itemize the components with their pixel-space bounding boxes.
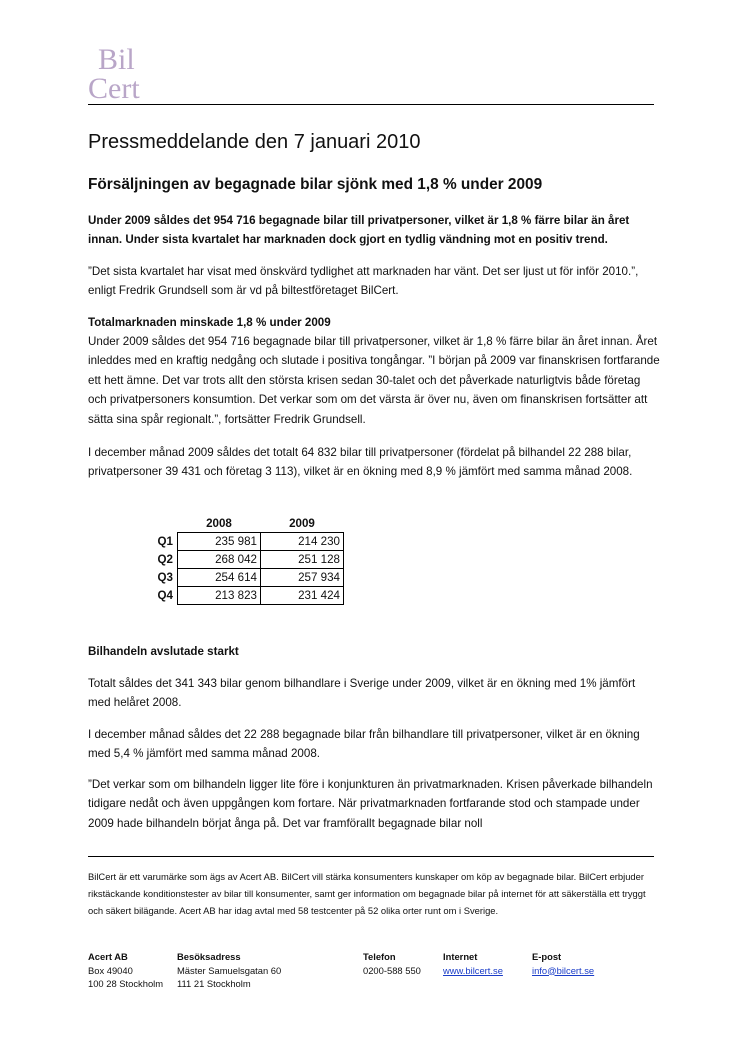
visit-line2: 111 21 Stockholm bbox=[177, 978, 251, 989]
row-label: Q3 bbox=[157, 571, 173, 584]
header-rule bbox=[88, 104, 654, 105]
website-link[interactable]: www.bilcert.se bbox=[443, 964, 503, 976]
company-line1: Box 49040 bbox=[88, 964, 133, 976]
cell-2008: 268 042 bbox=[178, 551, 261, 569]
cell-2009: 231 424 bbox=[261, 587, 344, 605]
footer-internet bbox=[443, 950, 503, 977]
page-subtitle: Försäljningen av begagnade bilar sjönk med 1,8 % under 2009 bbox=[88, 176, 543, 193]
section2-paragraph3: ”Det verkar som om bilhandeln ligger lite före i konjunkturen än privatmarknaden. Krisen påverkade bilhandeln tidigare nedåt och även uppgången kom fortare. När privatmarknaden fortfarande stod och stampade under 2009 hade bilhandeln börjat ånga på. Det var framförallt begagnade bilar noll bbox=[88, 778, 653, 830]
cell-2008: 254 614 bbox=[178, 569, 261, 587]
table-row bbox=[146, 551, 344, 569]
table-header-row bbox=[146, 515, 344, 533]
cell-2009: 251 128 bbox=[261, 551, 344, 569]
company-line2: 100 28 Stockholm bbox=[88, 978, 164, 989]
footer-about: BilCert är ett varumärke som ägs av Acert AB. BilCert vill stärka konsumenters kunskaper om köp av begagnade bilar. BilCert erbjuder rikstäckande konditionstester av bilar till konsumenter, samt ger information om begagnade bilar på internet för att säkerställa ett tryggt och säkert bilägande. Acert AB har idag avtal med 58 testcenter på 52 olika orter runt om i Sverige. bbox=[88, 871, 646, 916]
email-heading: E-post bbox=[532, 951, 562, 962]
table-row bbox=[146, 587, 344, 605]
lead-paragraph: Under 2009 såldes det 954 716 begagnade bilar till privatpersoner, vilket är 1,8 % färre bilar än året innan. Under sista kvartalet har marknaden dock gjort en tydlig vändning mot en positiv trend. bbox=[88, 214, 630, 247]
section2-paragraph1: Totalt såldes det 341 343 bilar genom bilhandlare i Sverige under 2009, vilket är en ökning med 1% jämfört med helåret 2008. bbox=[88, 677, 636, 710]
table-row bbox=[146, 569, 344, 587]
cell-2009: 257 934 bbox=[261, 569, 344, 587]
section2-paragraph2: I december månad såldes det 22 288 begagnade bilar från bilhandlare till privatpersoner, vilket är en ökning med 5,4 % jämfört med samma månad 2008. bbox=[88, 728, 640, 761]
section1-body: Under 2009 såldes det 954 716 begagnade bilar till privatpersoner, vilket är 1,8 % färre bilar än året innan. Året inleddes med en kraftig nedgång och slutade i positiva tongångar. ”I början på 2009 var finanskrisen fortfarande ett hett ämne. Det var trots allt den största krisen sedan 30-talet och det påverkade naturligtvis både företag och privatpersoners konsumtion. Det verkar som om det värsta är över nu, även om finanskrisen fortsätter att sätta sina spår regionalt.”, fortsätter Fredrik Grundsell. bbox=[88, 335, 660, 426]
footer-phone bbox=[363, 950, 421, 977]
company-heading: Acert AB bbox=[88, 951, 128, 962]
footer-rule bbox=[88, 856, 654, 857]
phone-heading: Telefon bbox=[363, 951, 396, 962]
page-title: Pressmeddelande den 7 januari 2010 bbox=[88, 131, 421, 153]
section2-heading: Bilhandeln avslutade starkt bbox=[88, 645, 239, 658]
section1-heading: Totalmarknaden minskade 1,8 % under 2009 bbox=[88, 316, 331, 329]
cell-2008: 213 823 bbox=[178, 587, 261, 605]
table-header-2009: 2009 bbox=[289, 517, 315, 530]
bilcert-logo bbox=[88, 42, 158, 100]
internet-heading: Internet bbox=[443, 951, 478, 962]
table-row bbox=[146, 533, 344, 551]
cell-2008: 235 981 bbox=[178, 533, 261, 551]
cell-2009: 214 230 bbox=[261, 533, 344, 551]
row-label: Q4 bbox=[157, 589, 173, 602]
row-label: Q2 bbox=[157, 553, 173, 566]
row-label: Q1 bbox=[157, 535, 173, 548]
email-link[interactable]: info@bilcert.se bbox=[532, 964, 595, 976]
quote-paragraph: ”Det sista kvartalet har visat med önskvärd tydlighet att marknaden har vänt. Det ser ljust ut för inför 2010.”, enligt Fredrik Grundsell som är vd på biltestföretaget BilCert. bbox=[88, 265, 639, 298]
logo-line1: Bil bbox=[98, 43, 135, 76]
december-paragraph: I december månad 2009 såldes det totalt 64 832 bilar till privatpersoner (fördelat på bilhandel 22 288 bilar, privatpersoner 39 431 och företag 3 113), vilket är en ökning med 8,9 % jämfört med samma månad 2008. bbox=[88, 446, 633, 479]
sales-table bbox=[146, 515, 344, 605]
visit-line1: Mäster Samuelsgatan 60 bbox=[177, 964, 282, 976]
footer-email bbox=[532, 950, 594, 977]
visit-heading: Besöksadress bbox=[177, 951, 241, 962]
footer-visit bbox=[177, 950, 281, 991]
phone-value: 0200-588 550 bbox=[363, 964, 421, 976]
table-header-2008: 2008 bbox=[206, 517, 232, 530]
logo-line2: Cert bbox=[88, 72, 140, 100]
footer-company bbox=[88, 950, 163, 991]
